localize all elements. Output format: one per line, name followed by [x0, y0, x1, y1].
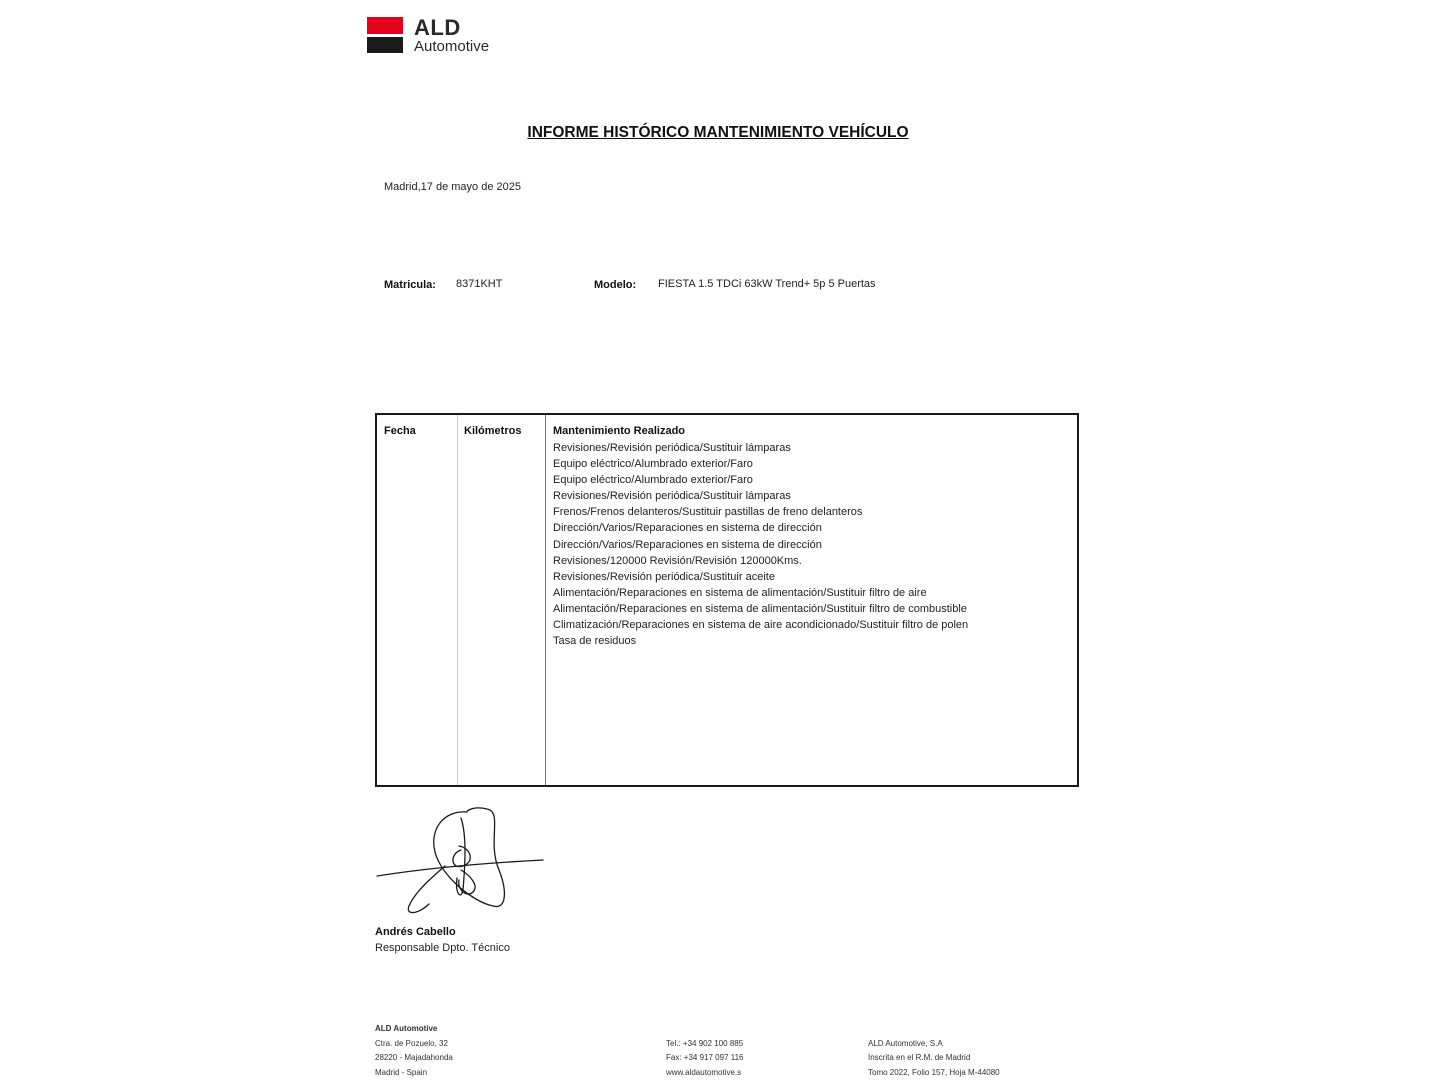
model-label: Modelo:: [594, 279, 637, 291]
signature-image: [375, 806, 547, 918]
footer-registry-line: Tomo 2022, Folio 157, Hoja M-44080: [868, 1067, 1000, 1077]
maintenance-list: [553, 440, 983, 649]
maintenance-item: Equipo eléctrico/Alumbrado exterior/Faro: [553, 474, 753, 487]
header-mantenimiento: Mantenimiento Realizado: [553, 425, 686, 437]
maintenance-item: Revisiones/Revisión periódica/Sustituir lámparas: [553, 442, 791, 454]
footer-address: [375, 1037, 453, 1080]
footer-address-line: Madrid - Spain: [375, 1067, 428, 1077]
plate-label: Matricula:: [384, 279, 436, 291]
footer-registry-line: ALD Automotive, S.A: [868, 1039, 943, 1048]
column-divider: [457, 415, 458, 785]
logo-red-block: [367, 17, 403, 34]
maintenance-item: Dirección/Varios/Reparaciones en sistema de dirección: [553, 522, 822, 535]
signatory-name: Andrés Cabello: [375, 926, 456, 938]
maintenance-item: Revisiones/Revisión periódica/Sustituir lámparas: [553, 490, 791, 503]
maintenance-item: Dirección/Varios/Reparaciones en sistema de dirección: [553, 538, 822, 551]
footer-website-link[interactable]: www.aldautomotive.s: [666, 1067, 742, 1077]
footer-fax: Fax: +34 917 097 116: [666, 1053, 744, 1063]
maintenance-table: [375, 413, 1079, 787]
column-divider: [545, 415, 546, 785]
signatory-role: Responsable Dpto. Técnico: [375, 942, 510, 954]
footer-registry: [868, 1037, 1000, 1080]
maintenance-item: Alimentación/Reparaciones en sistema de alimentación/Sustituir filtro de aire: [553, 586, 927, 599]
plate-value: 8371KHT: [456, 278, 503, 290]
signature-scribble: [375, 806, 547, 918]
maintenance-item: Climatización/Reparaciones en sistema de aire acondicionado/Sustituir filtro de polen: [553, 619, 969, 632]
header-kilometros: Kilómetros: [464, 425, 522, 437]
footer-contact: [666, 1037, 743, 1080]
maintenance-item: Revisiones/Revisión periódica/Sustituir aceite: [553, 570, 775, 583]
footer-phone: Tel.: +34 902 100 885: [666, 1039, 744, 1048]
header-fecha: Fecha: [384, 425, 416, 437]
footer-address-line: 28220 - Majadahonda: [375, 1053, 453, 1063]
document-title: INFORME HISTÓRICO MANTENIMIENTO VEHÍCULO: [527, 124, 909, 141]
maintenance-item: Frenos/Frenos delanteros/Sustituir pastillas de freno delanteros: [553, 506, 863, 519]
logo-white-band: [367, 34, 403, 37]
ald-logo-mark: [367, 17, 403, 53]
footer-address-line: Ctra. de Pozuelo, 32: [375, 1039, 448, 1048]
document-date: Madrid,17 de mayo de 2025: [384, 181, 521, 193]
logo-title: ALD: [414, 15, 461, 40]
maintenance-item: Alimentación/Reparaciones en sistema de alimentación/Sustituir filtro de combustible: [553, 602, 967, 615]
model-value: FIESTA 1.5 TDCi 63kW Trend+ 5p 5 Puertas: [658, 278, 876, 290]
footer-company: ALD Automotive: [375, 1024, 438, 1033]
maintenance-item: Revisiones/120000 Revisión/Revisión 120000Kms.: [553, 554, 802, 567]
footer-registry-line: Inscrita en el R.M. de Madrid: [868, 1053, 971, 1063]
maintenance-item: Tasa de residuos: [553, 635, 637, 648]
logo-subtitle: Automotive: [414, 38, 490, 55]
maintenance-item: Equipo eléctrico/Alumbrado exterior/Faro: [553, 458, 753, 471]
